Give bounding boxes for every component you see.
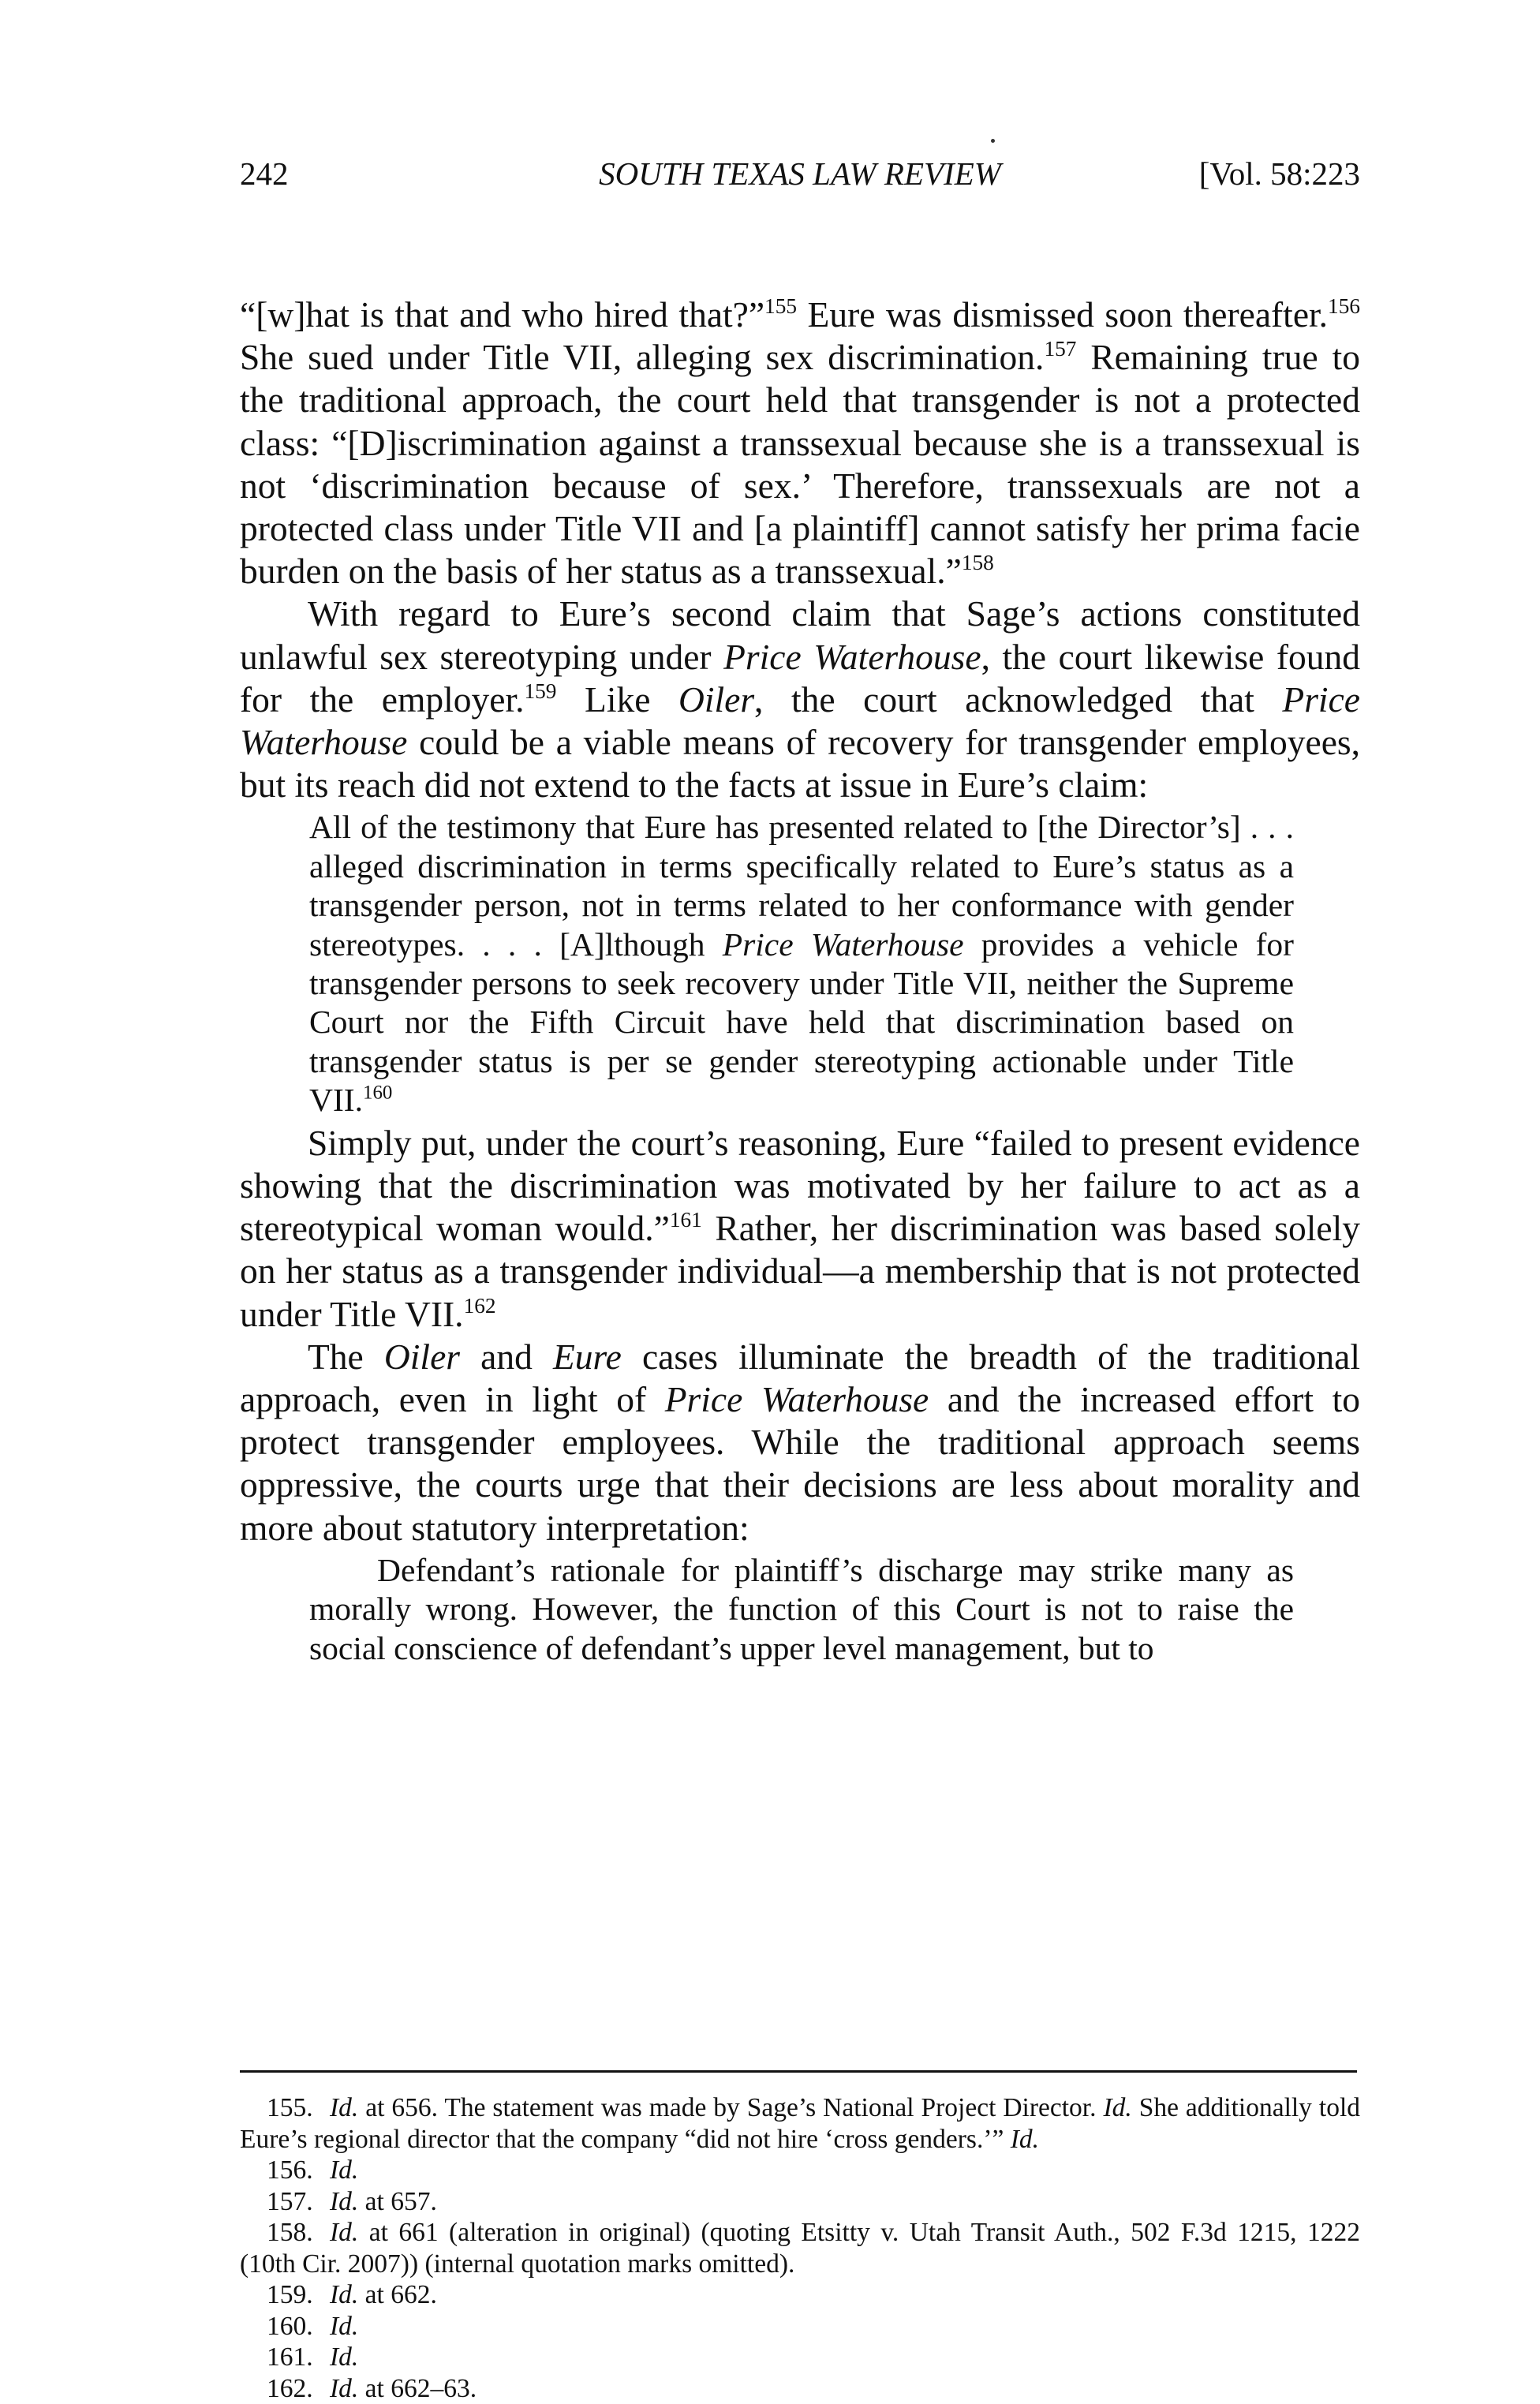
footnote-161 [240, 2342, 1360, 2373]
footnote-ref[interactable]: 157 [1044, 337, 1076, 361]
footnote-divider [240, 2070, 1357, 2073]
footnote-155 [240, 2092, 1360, 2155]
citation-signal: Id. [330, 2312, 358, 2341]
paragraph-1: “[w]hat is that and who hired that?”$^{155}$ Eure was dismissed soon thereafter.$^{156}$ She sued under Title VII, alleging sex discrimination.$^{157}$ Remaining true to the traditional approach, the court held that transgender is not a protected class: “[D]iscrimination against a transsexual because she is a transsexual is not ‘discrimination because of sex.’ Therefore, transsexuals are not a protected class under Title VII and [a plaintiff] cannot satisfy her prima facie burden on the basis of her status as a transsexual.”$^{158}$ [240, 293, 1360, 593]
case-name: Price Waterhouse [665, 1379, 929, 1419]
citation-signal: Id. [330, 2280, 358, 2309]
citation-signal: Id. [330, 2218, 358, 2247]
footnote-ref[interactable]: 155 [764, 294, 797, 318]
page-number: 242 [240, 155, 289, 193]
footnote-number: 155. [240, 2092, 330, 2124]
footnote-157 [240, 2186, 1360, 2218]
footnote-ref[interactable]: 162 [464, 1294, 496, 1318]
case-name: Price Waterhouse [240, 679, 1360, 762]
footnote-162 [240, 2373, 1360, 2404]
citation-signal: Id. [330, 2155, 358, 2185]
footnote-ref[interactable]: 161 [670, 1208, 702, 1232]
footnote-ref[interactable]: 156 [1328, 294, 1360, 318]
footnote-ref[interactable]: 158 [962, 551, 994, 574]
case-name: Oiler [678, 679, 754, 720]
block-quote-1: All of the testimony that Eure has presented related to [the Director’s] . . . alleged discrimination in terms specifically related to Eure’s status as a transgender person, not in terms related to her conformance with gender stereotypes. . . . [A]lthough Price Waterhouse provides a vehicle for transgender persons to seek recovery under Title VII, neither the Supreme Court nor the Fifth Circuit have held that discrimination based on transgender status is per se gender stereotyping actionable under Title VII.$^{160}$ [309, 808, 1294, 1120]
journal-title: SOUTH TEXAS LAW REVIEW [240, 155, 1360, 193]
volume-citation: [Vol. 58:223 [1199, 155, 1360, 193]
block-quote-2: Defendant’s rationale for plaintiff’s discharge may strike many as morally wrong. However, the function of this Court is not to raise the social conscience of defendant’s upper level management, but to [309, 1551, 1294, 1668]
case-name: Eure [553, 1337, 622, 1377]
footnote-159 [240, 2279, 1360, 2311]
citation-signal: Id. [330, 2342, 358, 2372]
case-name: Price Waterhouse [723, 637, 981, 677]
footnote-160 [240, 2311, 1360, 2342]
case-name: Price Waterhouse [723, 926, 964, 963]
footnote-number: 162. [240, 2373, 330, 2404]
footnote-text: She additionally told Eure’s regional director that the company “did not hire ‘cross genders.’” [240, 2093, 1360, 2154]
citation-signal: Id. [330, 2187, 358, 2216]
body-text [240, 293, 1360, 1669]
footnotes [240, 2092, 1360, 2404]
running-header [240, 155, 1360, 202]
citation-signal: Id. [330, 2093, 358, 2122]
footnote-number: 156. [240, 2155, 330, 2186]
citation-signal: Id. [1103, 2093, 1131, 2122]
footnote-158 [240, 2217, 1360, 2279]
footnote-number: 159. [240, 2279, 330, 2311]
footnote-156 [240, 2155, 1360, 2186]
case-name: Oiler [384, 1337, 460, 1377]
footnote-number: 158. [240, 2217, 330, 2249]
footnote-text: at 662. [358, 2280, 437, 2309]
footnote-ref[interactable]: 160 [363, 1082, 392, 1104]
footnote-ref[interactable]: 159 [525, 679, 557, 703]
footnote-number: 160. [240, 2311, 330, 2342]
paragraph-2: With regard to Eure’s second claim that Sage’s actions constituted unlawful sex stereotyping under Price Waterhouse, the court likewise found for the employer.$^{159}$ Like Oiler, the court acknowledged that Price Waterhouse could be a viable means of recovery for transgender employees, but its reach did not extend to the facts at issue in Eure’s claim: [240, 593, 1360, 806]
footnote-text: at 656. The statement was made by Sage’s National Project Director. [358, 2093, 1103, 2122]
footnote-text: at 662–63. [358, 2374, 477, 2403]
citation-signal: Id. [330, 2374, 358, 2403]
footnote-text: at 657. [358, 2187, 437, 2216]
paragraph-4: The Oiler and Eure cases illuminate the breadth of the traditional approach, even in light of Price Waterhouse and the increased effort to protect transgender employees. While the traditional approach seems oppressive, the courts urge that their decisions are less about morality and more about statutory interpretation: [240, 1336, 1360, 1550]
footnote-text: at 661 (alteration in original) (quoting Etsitty v. Utah Transit Auth., 502 F.3d 1215, 1222 (10th Cir. 2007)) (internal quotation marks omitted). [240, 2218, 1360, 2279]
footnote-number: 161. [240, 2342, 330, 2373]
scan-speck [991, 139, 995, 143]
citation-signal: Id. [1011, 2125, 1039, 2154]
paragraph-3: Simply put, under the court’s reasoning, Eure “failed to present evidence showing that the discrimination was motivated by her failure to act as a stereotypical woman would.”$^{161}$ Rather, her discrimination was based solely on her status as a transgender individual—a membership that is not protected under Title VII.$^{162}$ [240, 1122, 1360, 1336]
footnote-number: 157. [240, 2186, 330, 2218]
